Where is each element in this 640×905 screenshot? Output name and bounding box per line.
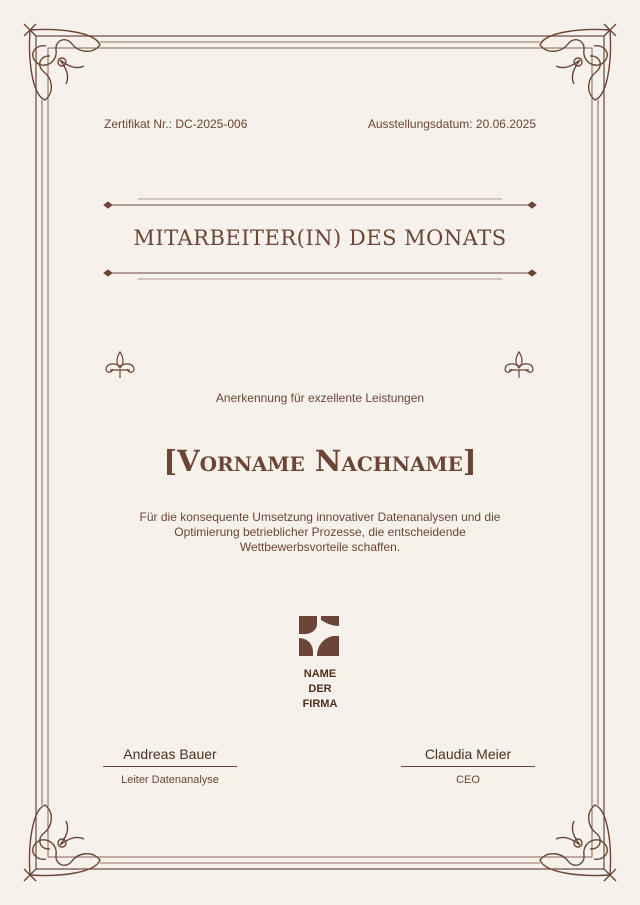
certificate-description: Für die konsequente Umsetzung innovativer Datenanalysen und die Optimierung betrieblicher Prozesse, die entscheidende Wettbewerbsvorteile schaffen.	[139, 510, 501, 554]
company-name-line: DER	[308, 683, 332, 695]
signature-line	[401, 766, 535, 767]
abstract-company-logo-icon	[299, 616, 339, 656]
signature-block-right	[401, 746, 535, 786]
signature-block-left	[103, 746, 237, 786]
company-name-line: NAME	[303, 668, 337, 680]
recipient-name: [Vorname Nachname]	[163, 444, 477, 478]
fleur-ornament-left-icon	[106, 352, 134, 378]
signatory-role: Leiter Datenanalyse	[121, 774, 219, 786]
fleur-ornament-right-icon	[505, 352, 533, 378]
certificate-title: MITARBEITER(IN) DES MONATS	[133, 226, 507, 250]
company-name-line: FIRMA	[302, 698, 338, 710]
certificate-subtitle: Anerkennung für exzellente Leistungen	[215, 391, 425, 405]
signature-line	[103, 766, 237, 767]
title-divider-top	[104, 199, 536, 208]
title-divider-bottom	[104, 270, 536, 279]
issue-date: Ausstellungsdatum: 20.06.2025	[367, 117, 536, 131]
certificate-number: Zertifikat Nr.: DC-2025-006	[104, 117, 248, 131]
signatory-name: Claudia Meier	[424, 746, 512, 762]
signatory-name: Andreas Bauer	[123, 746, 217, 762]
signatory-role: CEO	[456, 774, 480, 786]
company-name	[0, 667, 640, 712]
